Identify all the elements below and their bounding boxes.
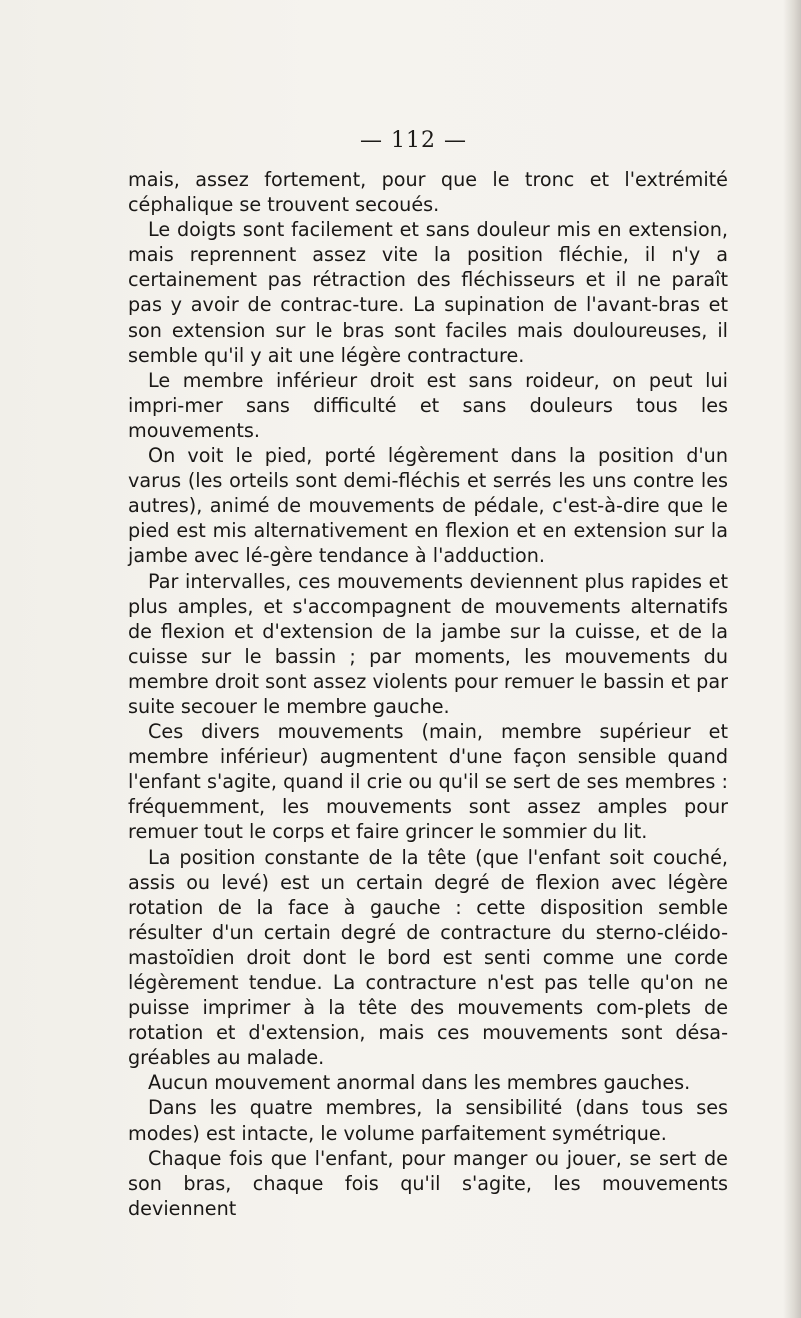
paragraph-left-limbs: Aucun mouvement anormal dans les membres gauches. xyxy=(148,1071,691,1095)
paragraph-each-time: Chaque fois que l'enfant, pour manger ou jouer, se sert de son bras, chaque fois qu'il s'agite, les mouvements deviennent xyxy=(128,1146,728,1220)
paragraph-sensibility: Dans les quatre membres, la sensibilité (dans tous ses modes) est intacte, le volume parfaitement symétrique. xyxy=(128,1096,728,1145)
paragraph-head-position: La position constante de la tête (que l'enfant soit couché, assis ou levé) est un certain degré de flexion avec légère rotation de la face à gauche : cette disposition semble résulter d'un certain degré de contracture du sterno-cléido-mastoïdien droit dont le bord est senti comme une corde légèrement tendue. La contracture n'est pas telle qu'on ne puisse imprimer à la tête des mouvements com-plets de rotation et d'extension, mais ces mouvements sont désa-gréables au malade. xyxy=(128,845,728,1070)
paragraph-lower-limb: Le membre inférieur droit est sans roideur, on peut lui impri-mer sans difficulté et sans douleurs tous les mouvements. xyxy=(128,368,728,442)
paragraph-foot: On voit le pied, porté légèrement dans la position d'un varus (les orteils sont demi-fléchis et serrés les uns contre les autres), animé de mouvements de pédale, c'est-à-dire que le pied est mis alternativement en flexion et en extension sur la jambe avec lé-gère tendance à l'adduction. xyxy=(128,444,728,568)
page-edge-shadow xyxy=(783,0,801,1318)
page-number: — 112 — xyxy=(360,128,467,153)
paragraph-intervals: Par intervalles, ces mouvements deviennent plus rapides et plus amples, et s'accompagnent de mouvements alternatifs de flexion et d'extension de la jambe sur la cuisse, et de la cuisse sur le bassin ; par moments, les mouvements du membre droit sont assez violents pour remuer le bassin et par suite secouer le membre gauche. xyxy=(128,569,728,718)
paragraph-movements: Ces divers mouvements (main, membre supérieur et membre inférieur) augmentent d'une façon sensible quand l'enfant s'agite, quand il crie ou qu'il se sert de ses membres : fréquemment, les mouvements sont assez amples pour remuer tout le corps et faire grincer le sommier du lit. xyxy=(128,720,728,844)
body-text xyxy=(128,167,728,1221)
paragraph-fingers: Le doigts sont facilement et sans douleur mis en extension, mais reprennent assez vite la position fléchie, il n'y a certainement pas rétraction des fléchisseurs et il ne paraît pas y avoir de contrac-ture. La supination de l'avant-bras et son extension sur le bras sont faciles mais douloureuses, il semble qu'il y ait une légère contracture. xyxy=(128,218,728,367)
paragraph-continuation: mais, assez fortement, pour que le tronc et l'extrémité céphalique se trouvent secoués. xyxy=(128,168,728,217)
